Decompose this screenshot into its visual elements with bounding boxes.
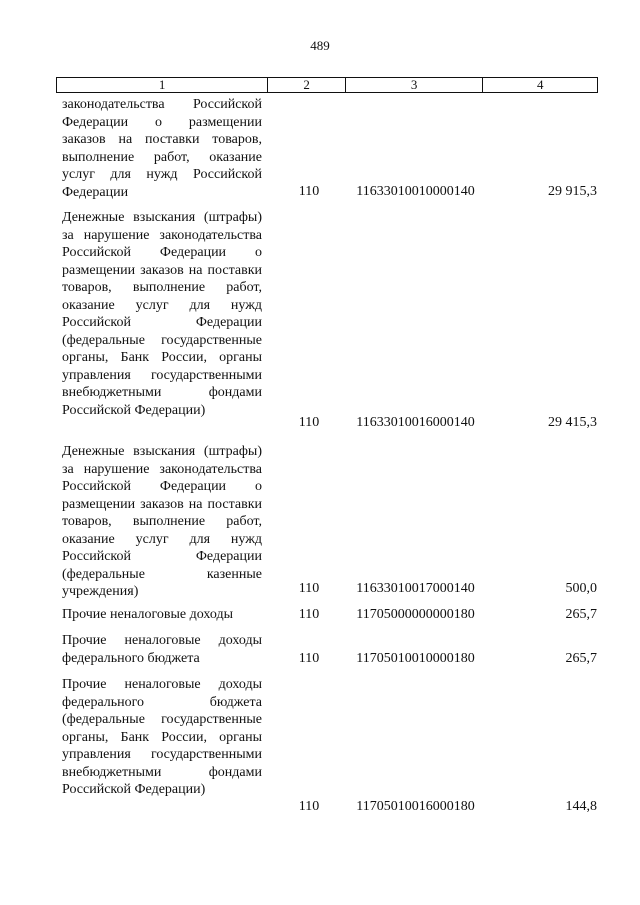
row-code: 110	[298, 581, 320, 596]
row-kbk: 11633010016000140	[356, 415, 475, 430]
row-amount: 29 415,3	[548, 415, 597, 430]
row-code: 110	[298, 184, 320, 199]
row-kbk: 11633010010000140	[356, 184, 475, 199]
row-description: Прочие неналоговые доходы федерального бюджета	[62, 633, 262, 666]
table-row	[0, 96, 640, 201]
row-description: законодательства Российской Федерации о размещении заказов на поставки товаров, выполнение работ, оказание услуг для нужд Российской Федерации	[62, 97, 262, 200]
table-row	[0, 676, 640, 818]
row-description: Денежные взыскания (штрафы) за нарушение законодательства Российской Федерации о размещении заказов на поставки товаров, выполнение работ, оказание услуг для нужд Российской Федерации (федеральные казенные учреждения)	[62, 444, 262, 599]
row-amount: 29 915,3	[548, 184, 597, 199]
header-col-4: 4	[536, 77, 544, 92]
row-kbk: 11705010016000180	[356, 799, 475, 814]
row-description: Прочие неналоговые доходы	[62, 607, 234, 622]
page-number: 489	[310, 38, 330, 53]
header-col-2: 2	[268, 78, 346, 92]
row-amount: 265,7	[565, 607, 597, 622]
row-amount: 265,7	[565, 651, 597, 666]
table-header	[56, 77, 598, 93]
row-kbk: 11633010017000140	[356, 581, 475, 596]
row-description: Денежные взыскания (штрафы) за нарушение законодательства Российской Федерации о размещении заказов на поставки товаров, выполнение работ, оказание услуг для нужд Российской Федерации (федеральные государственные органы, Банк России, органы управления государственными внебюджетными фондами Российской Федерации)	[62, 210, 262, 418]
table-row	[0, 632, 640, 668]
row-amount: 144,8	[565, 799, 597, 814]
row-description: Прочие неналоговые доходы федерального бюджета (федеральные государственные органы, Банк России, органы управления государственными внебюджетными фондами Российской Федерации)	[62, 677, 262, 797]
row-code: 110	[298, 799, 320, 814]
table-row	[0, 209, 640, 437]
row-kbk: 11705000000000180	[356, 607, 475, 622]
row-code: 110	[298, 415, 320, 430]
table-row	[0, 606, 640, 624]
header-col-3: 3	[346, 78, 483, 92]
row-amount: 500,0	[565, 581, 597, 596]
row-code: 110	[298, 607, 320, 622]
row-kbk: 11705010010000180	[356, 651, 475, 666]
table-row	[0, 443, 640, 601]
row-code: 110	[298, 651, 320, 666]
header-col-1: 1	[57, 78, 268, 92]
